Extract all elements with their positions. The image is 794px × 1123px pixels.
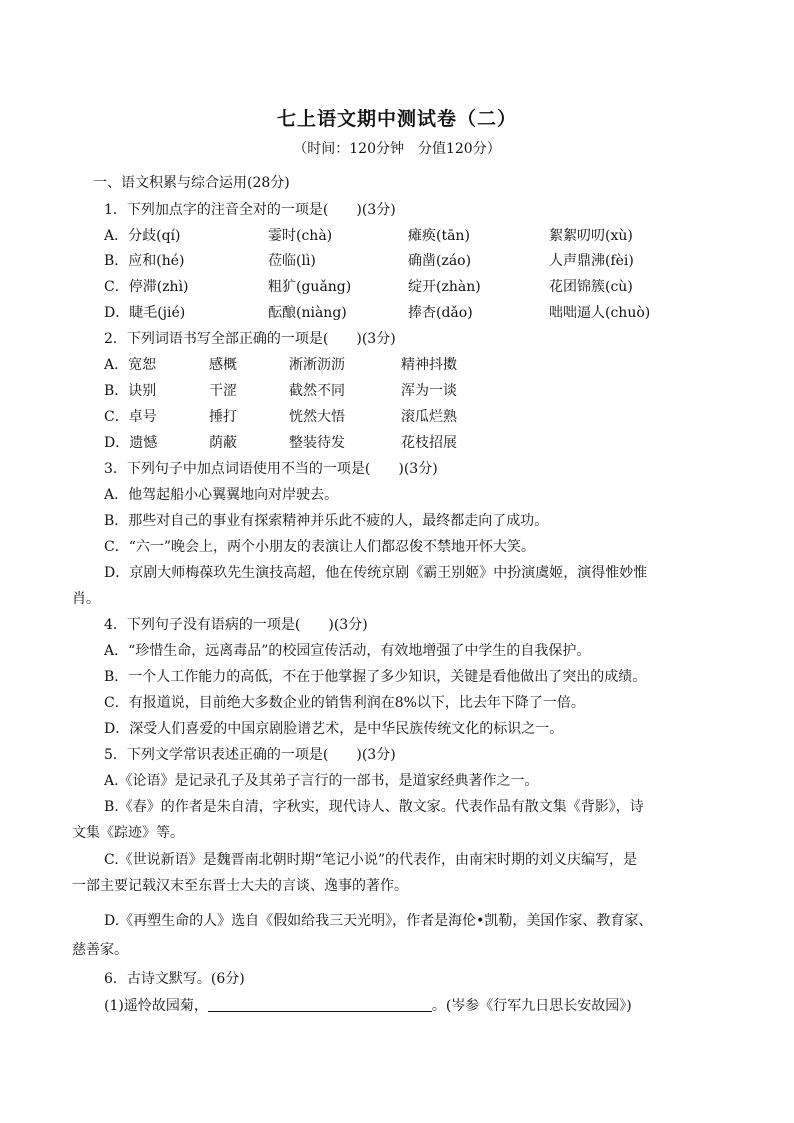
q2-option-b-3: 截然不同 (289, 383, 345, 399)
q1-option-b-2: 莅临(lì) (268, 253, 316, 269)
q6-item-1 (104, 997, 632, 1015)
q5-option-a: A.《论语》是记录孔子及其弟子言行的一部书，是道家经典著作之一。 (104, 773, 539, 789)
q2-option-d-3: 整装待发 (289, 435, 345, 451)
q4-option-d: D．深受人们喜爱的中国京剧脸谱艺术，是中华民族传统文化的标识之一。 (104, 721, 564, 737)
q4-option-a: A．“珍惜生命，远离毒品”的校园宣传活动，有效地增强了中学生的自我保护。 (104, 643, 591, 659)
q1-option-b-1: B．应和(hé) (104, 253, 185, 269)
q2-option-c-4: 滚瓜烂熟 (401, 409, 457, 425)
q1-option-c-2: 粗犷(guǎng) (268, 279, 352, 295)
q5-option-d-continued: 慈善家。 (72, 942, 128, 958)
q2-option-b-4: 浑为一谈 (401, 383, 457, 399)
q1-option-b-3: 确凿(záo) (408, 253, 472, 269)
question-1-stem: 1．下列加点字的注音全对的一项是( )(3分) (104, 202, 396, 218)
q5-option-b-continued: 文集《踪迹》等。 (72, 825, 184, 841)
question-3-stem: 3．下列句子中加点词语使用不当的一项是( )(3分) (104, 461, 438, 477)
q3-option-c: C．“六一”晚会上，两个小朋友的表演让人们都忍俊不禁地开怀大笑。 (104, 539, 536, 555)
q6-item-1-suffix: 。(岑参《行军九日思长安故园》) (431, 998, 632, 1014)
question-2-stem: 2．下列词语书写全部正确的一项是( )(3分) (104, 331, 396, 347)
q4-option-b: B．一个人工作能力的高低，不在于他掌握了多少知识，关键是看他做出了突出的成绩。 (104, 669, 647, 685)
q3-option-b: B．那些对自己的事业有探索精神并乐此不疲的人，最终都走向了成功。 (104, 513, 549, 529)
q1-option-d-2: 酝酿(niàng) (268, 305, 347, 321)
section-heading: 一、语文积累与综合运用(28分) (93, 175, 290, 191)
answer-blank[interactable] (208, 997, 432, 1012)
q1-option-a-3: 瘫痪(tān) (408, 228, 470, 244)
q2-option-d-4: 花枝招展 (401, 435, 457, 451)
q3-option-d-continued: 肖。 (72, 591, 100, 607)
q3-option-d: D．京剧大师梅葆玖先生演技高超，他在传统京剧《霸王别姬》中扮演虞姬，演得惟妙惟 (104, 565, 648, 581)
q2-option-a-1: A．宽恕 (104, 357, 157, 373)
q1-option-d-3: 捧杏(dǎo) (408, 305, 473, 321)
q3-option-a: A．他驾起船小心翼翼地向对岸驶去。 (104, 487, 339, 503)
q6-item-1-prefix: (1)遥怜故园菊， (104, 998, 208, 1014)
q1-option-a-4: 絮絮叨叨(xù) (549, 228, 633, 244)
q2-option-d-1: D．遗憾 (104, 435, 158, 451)
question-4-stem: 4．下列句子没有语病的一项是( )(3分) (104, 617, 368, 633)
q2-option-b-2: 干涩 (209, 383, 237, 399)
page-title: 七上语文期中测试卷（二） (276, 108, 517, 130)
q5-option-b: B.《春》的作者是朱自清，字秋实，现代诗人、散文家。代表作品有散文集《背影》，诗 (104, 799, 644, 815)
question-6-stem: 6．古诗文默写。(6分) (104, 971, 245, 987)
q5-option-c: C.《世说新语》是魏晋南北朝时期“笔记小说”的代表作，由南宋时期的刘义庆编写，是 (104, 852, 637, 868)
q5-option-c-continued: 一部主要记载汉末至东晋士大夫的言谈、逸事的著作。 (72, 878, 408, 894)
q2-option-c-3: 恍然大悟 (289, 409, 345, 425)
q1-option-c-1: C．停滞(zhì) (104, 279, 189, 295)
q2-option-a-3: 淅淅沥沥 (289, 357, 345, 373)
q2-option-d-2: 荫蔽 (209, 435, 237, 451)
q1-option-c-3: 绽开(zhàn) (408, 279, 481, 295)
q1-option-d-1: D．睫毛(jié) (104, 305, 186, 321)
q2-option-a-2: 感概 (209, 357, 237, 373)
exam-info: （时间：120分钟 分值120分） (293, 141, 501, 157)
q4-option-c: C．有报道说，目前绝大多数企业的销售利润在8%以下，比去年下降了一倍。 (104, 695, 585, 711)
q1-option-a-2: 霎时(chà) (268, 228, 333, 244)
q5-option-d: D.《再塑生命的人》选自《假如给我三天光明》，作者是海伦•凯勒，美国作家、教育家、 (104, 913, 653, 929)
q1-option-b-4: 人声鼎沸(fèi) (549, 253, 634, 269)
q2-option-b-1: B．诀别 (104, 383, 157, 399)
q1-option-c-4: 花团锦簇(cù) (549, 279, 633, 295)
q1-option-a-1: A．分歧(qí) (104, 228, 181, 244)
q2-option-c-1: C．卓号 (104, 409, 157, 425)
q2-option-c-2: 捶打 (209, 409, 237, 425)
q1-option-d-4: 咄咄逼人(chuò) (549, 305, 651, 321)
question-5-stem: 5．下列文学常识表述正确的一项是( )(3分) (104, 747, 396, 763)
q2-option-a-4: 精神抖擞 (401, 357, 457, 373)
